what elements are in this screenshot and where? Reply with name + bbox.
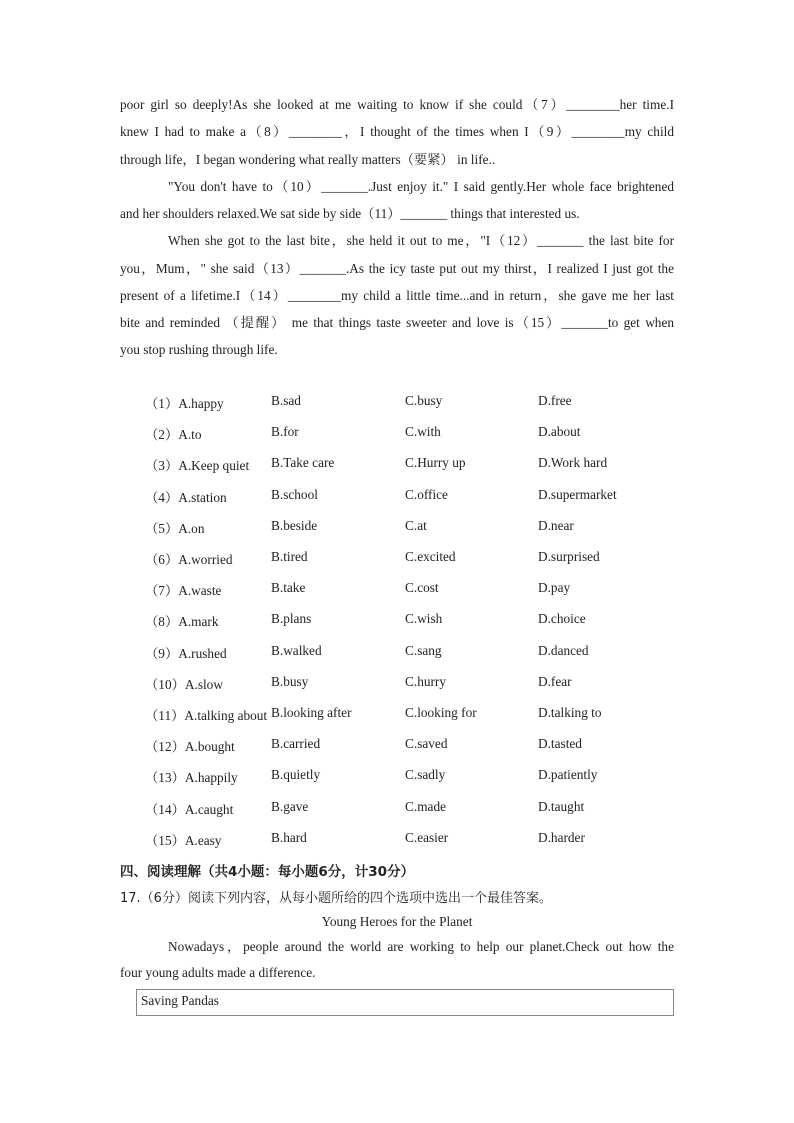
option-b: B.busy (271, 673, 309, 689)
option-question: （11）A.talking about (145, 708, 268, 723)
option-row (0, 705, 794, 723)
option-question: （1）A.happy (145, 396, 224, 411)
option-c: C.Hurry up (405, 455, 466, 471)
option-row (0, 643, 794, 661)
option-d: D.patiently (538, 767, 598, 783)
option-question: （4）A.station (145, 489, 227, 505)
section-heading: 四、阅读理解（共4小题：每小题6分，计30分） (120, 864, 415, 880)
option-d: D.surprised (538, 549, 600, 564)
option-b: B.beside (271, 517, 318, 533)
option-b: B.looking after (271, 705, 352, 720)
option-c: C.excited (405, 549, 456, 564)
option-b: B.for (271, 424, 299, 440)
option-question: （12）A.bought (145, 739, 235, 755)
passage-line: "You don't have to（10）_______.Just enjoy it." I said gently.Her whole face brightened (168, 179, 674, 194)
option-question: （9）A.rushed (145, 645, 227, 661)
option-c: C.sadly (405, 767, 446, 783)
intro-line: Nowadays，people around the world are working to help our planet.Check out how the (168, 939, 674, 954)
option-row (0, 580, 794, 598)
option-question: （7）A.waste (145, 583, 222, 599)
option-row (0, 424, 794, 442)
option-d: D.taught (538, 798, 585, 814)
passage-line: When she got to the last bite，she held it out to me，"I（12）_______ the last bite for (168, 233, 674, 248)
option-b: B.school (271, 486, 318, 502)
option-c: C.cost (405, 580, 439, 596)
option-d: D.free (538, 393, 572, 408)
option-question: （15）A.easy (145, 832, 222, 848)
passage-line: and her shoulders relaxed.We sat side by side（11）_______ things that interested us. (120, 206, 580, 221)
option-d: D.near (538, 517, 574, 533)
option-question: （3）A.Keep quiet (145, 458, 250, 474)
option-b: B.tired (271, 549, 308, 564)
option-d: D.danced (538, 642, 589, 658)
option-d: D.supermarket (538, 486, 617, 502)
option-c: C.sang (405, 642, 442, 658)
option-b: B.hard (271, 829, 307, 845)
option-d: D.about (538, 424, 581, 440)
option-row (0, 736, 794, 754)
option-row (0, 487, 794, 505)
option-c: C.busy (405, 393, 443, 408)
option-c: C.hurry (405, 673, 446, 689)
passage-line: present of a lifetime.I（14）________my child a little time...and in return，she gave me her last (120, 288, 674, 303)
option-row (0, 455, 794, 473)
option-b: B.carried (271, 736, 321, 752)
option-d: D.choice (538, 611, 586, 627)
option-row (0, 830, 794, 848)
question-17-instruction: 17.（6分）阅读下列内容，从每小题所给的四个选项中选出一个最佳答案。 (120, 891, 552, 906)
option-b: B.quietly (271, 767, 321, 783)
passage-line: through life，I began wondering what really matters（要紧） in life.. (120, 152, 496, 167)
passage-line: you，Mum，" she said（13）_______.As the icy taste put out my thirst，I realized I just got the (120, 261, 674, 276)
option-c: C.made (405, 798, 446, 814)
option-question: （13）A.happily (145, 770, 238, 786)
reading-title: Young Heroes for the Planet (321, 914, 473, 929)
option-c: C.wish (405, 611, 443, 627)
passage-line: knew I had to make a（8）________，I thought of the times when I（9）________my child (120, 124, 674, 139)
option-c: C.with (405, 424, 441, 440)
option-row (0, 767, 794, 785)
passage-line: bite and reminded （提醒） me that things taste sweeter and love is（15）_______to get when (120, 315, 674, 330)
option-row (0, 549, 794, 567)
option-question: （10）A.slow (145, 676, 223, 692)
option-d: D.harder (538, 829, 585, 845)
option-row (0, 799, 794, 817)
option-question: （2）A.to (145, 427, 202, 443)
option-b: B.plans (271, 611, 312, 627)
option-c: C.at (405, 517, 427, 533)
option-b: B.gave (271, 798, 309, 814)
option-question: （14）A.caught (145, 801, 234, 817)
reading-box (136, 989, 674, 1016)
option-row (0, 674, 794, 692)
option-b: B.sad (271, 393, 301, 408)
option-c: C.office (405, 486, 448, 502)
option-d: D.talking to (538, 705, 602, 720)
intro-line: four young adults made a difference. (120, 965, 316, 980)
option-c: C.easier (405, 829, 449, 845)
option-c: C.looking for (405, 705, 477, 720)
option-b: B.walked (271, 642, 322, 658)
option-d: D.pay (538, 580, 571, 596)
option-question: （8）A.mark (145, 614, 219, 630)
option-question: （6）A.worried (145, 552, 233, 567)
option-c: C.saved (405, 736, 448, 752)
option-row (0, 611, 794, 629)
option-row (0, 393, 794, 411)
option-b: B.take (271, 580, 306, 596)
option-question: （5）A.on (145, 520, 205, 536)
passage-line: poor girl so deeply!As she looked at me waiting to know if she could（7）________her time.I (120, 97, 674, 112)
passage-line: you stop rushing through life. (120, 342, 278, 357)
option-row (0, 518, 794, 536)
box-label: Saving Pandas (141, 993, 219, 1008)
option-d: D.fear (538, 673, 572, 689)
option-d: D.tasted (538, 736, 582, 752)
option-d: D.Work hard (538, 455, 608, 471)
option-b: B.Take care (271, 455, 335, 471)
